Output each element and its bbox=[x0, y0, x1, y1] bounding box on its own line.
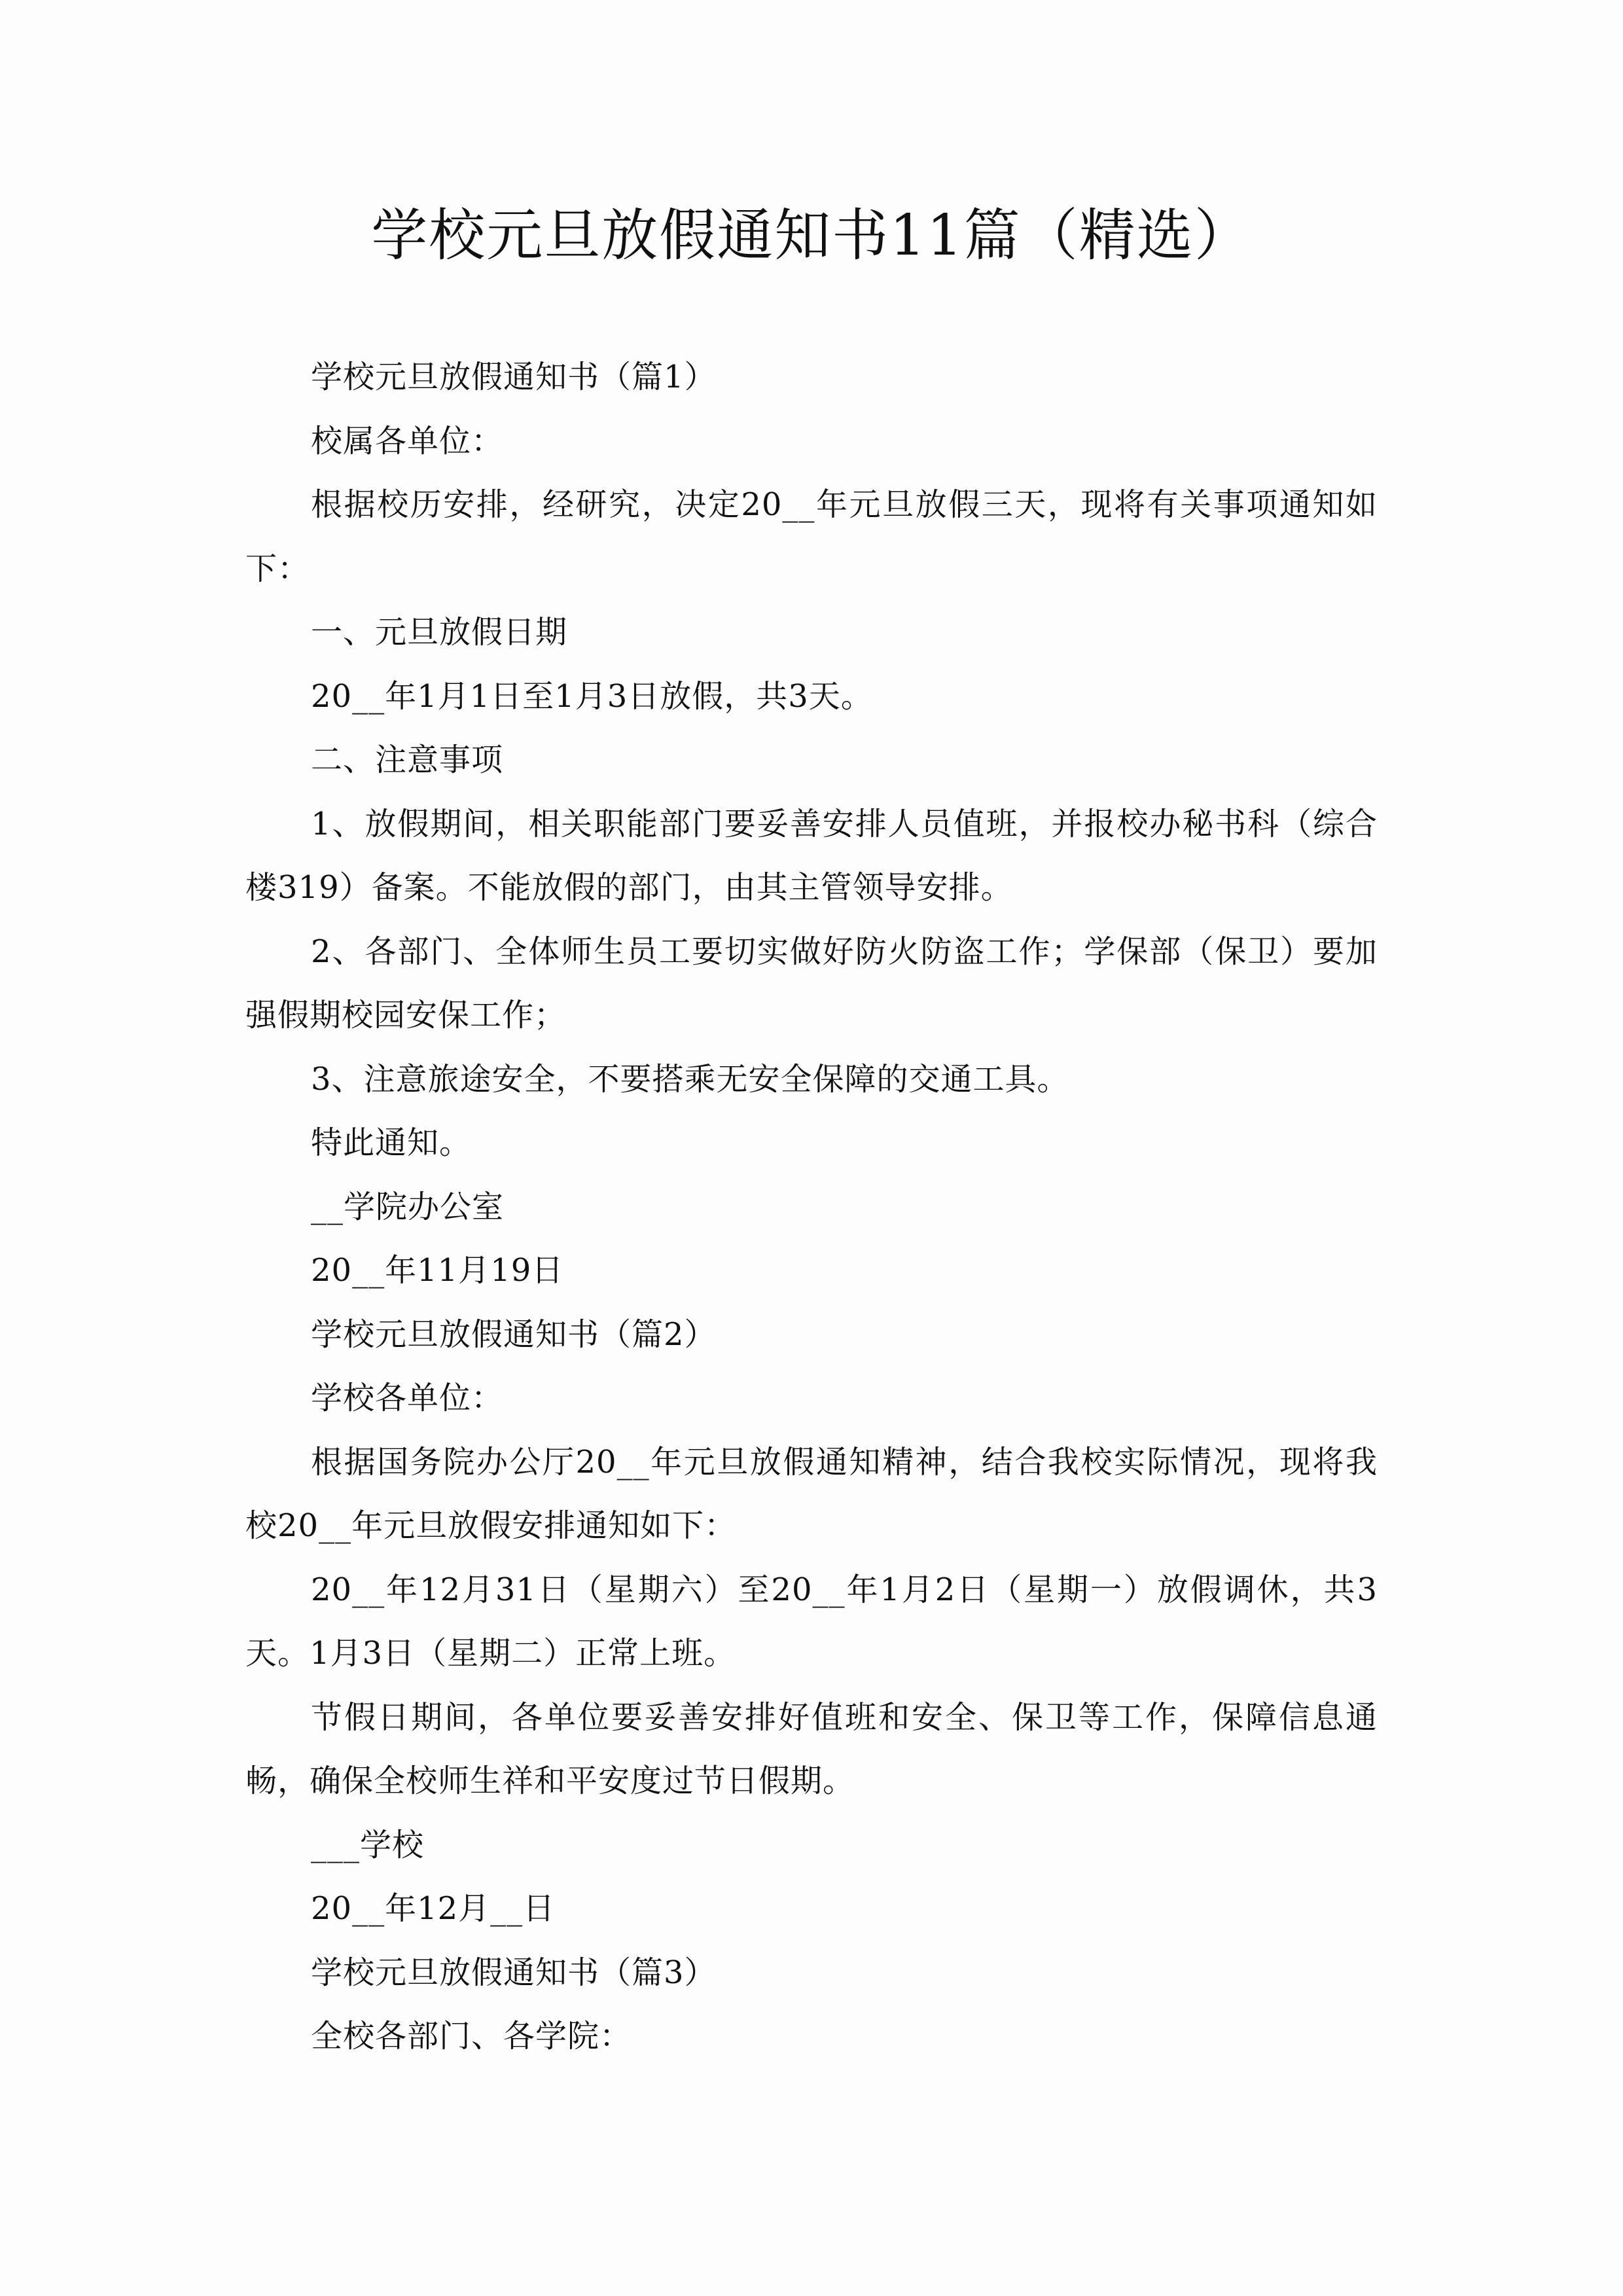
body-paragraph: 20__年12月31日（星期六）至20__年1月2日（星期一）放假调休，共3天。1月3日（星期二）正常上班。 bbox=[245, 1571, 1378, 1672]
salutation: 学校各单位： bbox=[311, 1380, 504, 1416]
signature-date: 20__年12月__日 bbox=[311, 1890, 556, 1927]
body-paragraph: 20__年1月1日至1月3日放假，共3天。 bbox=[311, 677, 873, 715]
salutation: 全校各部门、各学院： bbox=[311, 2018, 632, 2054]
closing-line: 特此通知。 bbox=[311, 1124, 472, 1161]
list-item: 2、各部门、全体师生员工要切实做好防火防盗工作；学保部（保卫）要加强假期校园安保工作； bbox=[245, 933, 1378, 1033]
body-paragraph: 节假日期间，各单位要妥善安排好值班和安全、保卫等工作，保障信息通畅，确保全校师生祥和平安度过节日假期。 bbox=[245, 1698, 1378, 1799]
subheading-holiday-dates: 一、元旦放假日期 bbox=[311, 614, 568, 651]
list-item: 1、放假期间，相关职能部门要妥善安排人员值班，并报校办秘书科（综合楼319）备案。不能放假的部门，由其主管领导安排。 bbox=[245, 805, 1378, 906]
signature-date: 20__年11月19日 bbox=[311, 1252, 564, 1289]
signature-issuer: __学院办公室 bbox=[311, 1188, 505, 1225]
section-heading-part-1: 学校元旦放假通知书（篇1） bbox=[311, 359, 717, 395]
body-paragraph: 根据国务院办公厅20__年元旦放假通知精神，结合我校实际情况，现将我校20__年元旦放假安排通知如下： bbox=[245, 1443, 1378, 1544]
document-body bbox=[245, 346, 1378, 2069]
document-title: 学校元旦放假通知书11篇（精选） bbox=[371, 203, 1252, 268]
salutation: 校属各单位： bbox=[311, 422, 504, 459]
list-item: 3、注意旅途安全，不要搭乘无安全保障的交通工具。 bbox=[311, 1060, 1069, 1098]
section-heading-part-3: 学校元旦放假通知书（篇3） bbox=[311, 1954, 717, 1991]
subheading-notes: 二、注意事项 bbox=[311, 742, 504, 778]
signature-issuer: ___学校 bbox=[311, 1826, 425, 1863]
section-heading-part-2: 学校元旦放假通知书（篇2） bbox=[311, 1316, 717, 1353]
body-paragraph: 根据校历安排，经研究，决定20__年元旦放假三天，现将有关事项通知如下： bbox=[245, 486, 1378, 587]
